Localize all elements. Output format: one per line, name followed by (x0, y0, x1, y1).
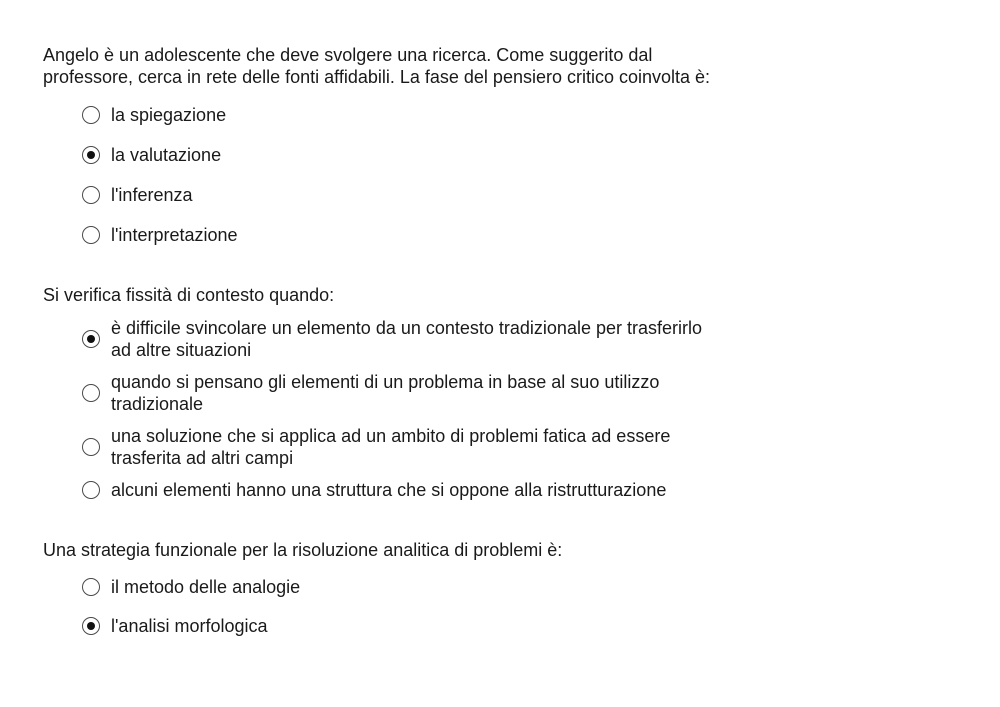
option-label: la valutazione (111, 145, 222, 165)
question-1 (43, 44, 743, 246)
radio-button[interactable] (82, 438, 100, 456)
option-soluzione-trasferita[interactable] (82, 425, 743, 469)
options-list (43, 104, 743, 246)
radio-button[interactable] (82, 481, 100, 499)
radio-button[interactable] (82, 226, 100, 244)
option-label: la spiegazione (111, 105, 227, 125)
radio-button[interactable] (82, 146, 100, 164)
question-text: Una strategia funzionale per la risoluzione analitica di problemi è: (43, 540, 563, 560)
option-label: è difficile svincolare un elemento da un contesto tradizionale per trasferirlo ad altre situazioni (111, 318, 702, 360)
radio-button[interactable] (82, 617, 100, 635)
option-la-spiegazione[interactable] (82, 104, 743, 126)
question-2 (43, 284, 743, 501)
quiz-form (43, 44, 743, 637)
option-label: il metodo delle analogie (111, 577, 301, 597)
option-ristrutturazione[interactable] (82, 479, 743, 501)
option-utilizzo-tradizionale[interactable] (82, 371, 743, 415)
radio-button[interactable] (82, 384, 100, 402)
option-label: l'inferenza (111, 185, 193, 205)
option-label: l'interpretazione (111, 225, 238, 245)
radio-button[interactable] (82, 106, 100, 124)
option-la-valutazione[interactable] (82, 144, 743, 166)
radio-button[interactable] (82, 330, 100, 348)
option-linterpretazione[interactable] (82, 224, 743, 246)
option-svincolare-elemento[interactable] (82, 317, 743, 361)
question-3 (43, 539, 743, 637)
option-label: quando si pensano gli elementi di un problema in base al suo utilizzo tradizionale (111, 372, 660, 414)
option-metodo-analogie[interactable] (82, 576, 743, 598)
option-linferenza[interactable] (82, 184, 743, 206)
options-list (43, 576, 743, 637)
options-list (43, 317, 743, 501)
radio-button[interactable] (82, 186, 100, 204)
option-label: l'analisi morfologica (111, 616, 268, 636)
option-label: una soluzione che si applica ad un ambito di problemi fatica ad essere trasferita ad altri campi (111, 426, 671, 468)
option-label: alcuni elementi hanno una struttura che si oppone alla ristrutturazione (111, 480, 667, 500)
question-text: Angelo è un adolescente che deve svolgere una ricerca. Come suggerito dal professore, cerca in rete delle fonti affidabili. La fase del pensiero critico coinvolta è: (43, 45, 711, 87)
radio-button[interactable] (82, 578, 100, 596)
option-analisi-morfologica[interactable] (82, 615, 743, 637)
question-text: Si verifica fissità di contesto quando: (43, 285, 335, 305)
